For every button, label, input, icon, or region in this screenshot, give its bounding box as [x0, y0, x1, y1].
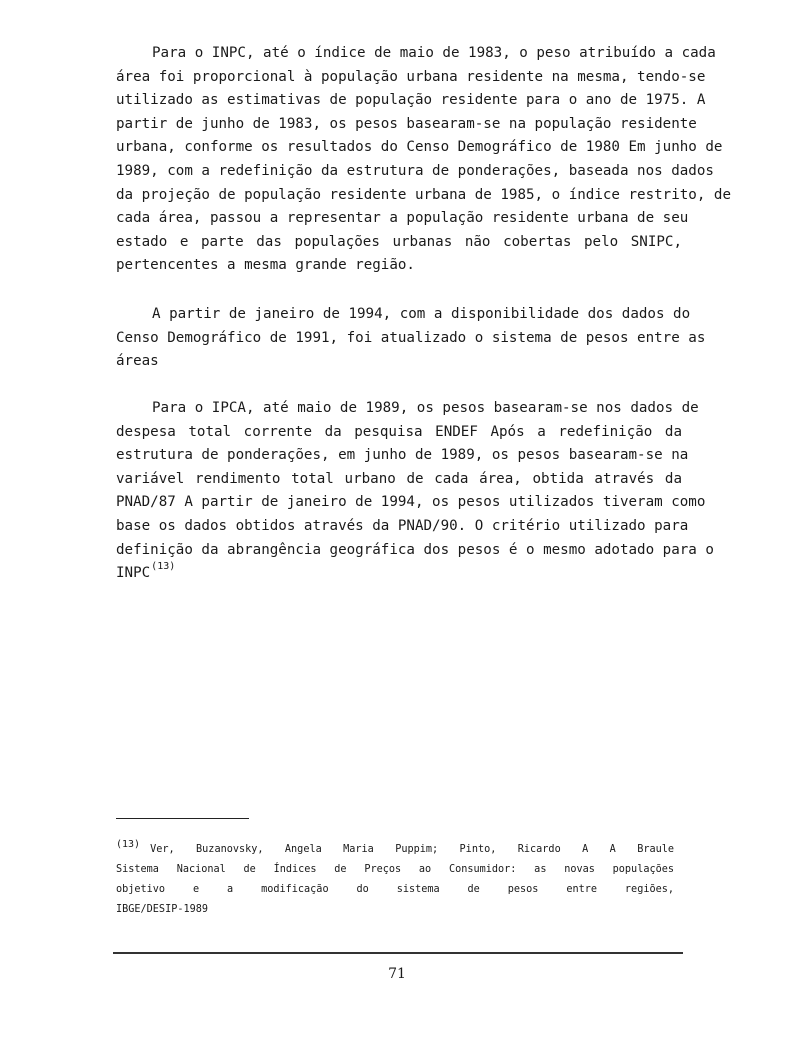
text-line: estrutura de ponderações, em junho de 1989, os pesos basearam-se na [116, 447, 689, 464]
page-number: 71 [388, 966, 406, 982]
text-line: 1989, com a redefinição da estrutura de ponderações, baseada nos dados [116, 162, 714, 179]
text-line: PNAD/87 A partir de janeiro de 1994, os pesos utilizados tiveram como [116, 494, 706, 511]
footnote-line: IBGE/DESIP-1989 [116, 904, 209, 915]
text-line: áreas [116, 353, 159, 370]
text-line: utilizado as estimativas de população residente para o ano de 1975. A [116, 92, 706, 109]
text-line: Para o IPCA, até maio de 1989, os pesos basearam-se nos dados de [152, 400, 699, 416]
text-line: partir de junho de 1983, os pesos basearam-se na população residente [116, 115, 697, 132]
footnote-line-text: Ver, Buzanovsky, Angela Maria Puppim; Pinto, Ricardo A A Braule [150, 844, 674, 855]
text-line: definição da abrangência geográfica dos pesos é o mesmo adotado para o [116, 541, 714, 558]
text-line: base os dados obtidos através da PNAD/90. O critério utilizado para [116, 517, 689, 534]
paragraph-ipca-weights [116, 397, 714, 587]
paragraph-census-update [116, 303, 706, 374]
footnote-marker: (13) [116, 839, 141, 850]
text-line: variável rendimento total urbano de cada área, obtida através da [116, 470, 682, 487]
text-line: A partir de janeiro de 1994, com a disponibilidade dos dados do [152, 306, 691, 322]
text-line-final [116, 562, 682, 587]
footnote [116, 840, 674, 920]
footnote-separator [116, 818, 249, 819]
text-line: urbana, conforme os resultados do Censo Demográfico de 1980 Em junho de [116, 139, 723, 156]
text-line: cada área, passou a representar a população residente urbana de seu [116, 210, 689, 227]
bottom-separator [113, 952, 683, 954]
text-line: despesa total corrente da pesquisa ENDEF Após a redefinição da [116, 423, 682, 440]
text-line: Censo Demográfico de 1991, foi atualizado o sistema de pesos entre as [116, 329, 706, 346]
text-line: da projeção de população residente urbana de 1985, o índice restrito, de [116, 186, 731, 203]
footnote-line: Sistema Nacional de Índices de Preços ao Consumidor: as novas populações [116, 864, 674, 875]
footnote-line: objetivo e a modificação do sistema de pesos entre regiões, [116, 884, 674, 895]
text-line: área foi proporcional à população urbana residente na mesma, tendo-se [116, 68, 706, 85]
text-line: Para o INPC, até o índice de maio de 1983, o peso atribuído a cada [152, 45, 716, 61]
text-line: pertencentes a mesma grande região. [116, 257, 415, 274]
paragraph-inpc-weights [116, 42, 731, 278]
footnote-reference[interactable]: (13) [151, 561, 176, 573]
inpc-text: INPC [116, 565, 151, 582]
footnote-line [116, 840, 674, 860]
text-line: estado e parte das populações urbanas não cobertas pelo SNIPC, [116, 233, 682, 250]
